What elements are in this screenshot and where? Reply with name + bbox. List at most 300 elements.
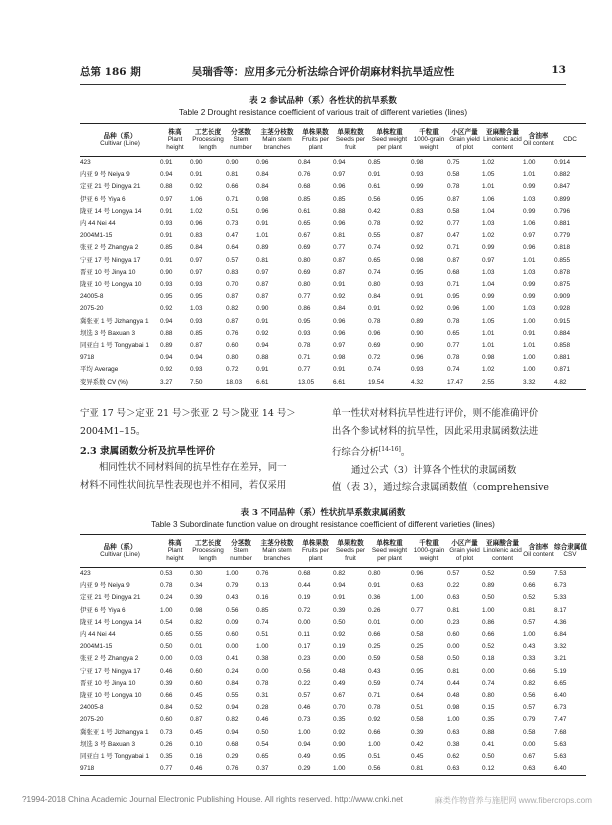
table2-value-cell: 0.92 [256,329,269,337]
table2-row [80,291,586,303]
table2-value-cell: 0.96 [333,220,346,228]
table2-value-cell: 0.88 [160,329,173,337]
table2-row [80,157,586,170]
table2-value-cell: 0.56 [368,195,381,203]
table3-value-cell: 0.16 [190,753,203,761]
table3-value-cell: 0.00 [298,618,311,626]
page-footer [22,795,592,804]
table3-cultivar-cell: 冀张亚 1 号 Jizhangya 1 [80,728,149,736]
table3-value-cell: 6.73 [554,704,567,712]
table2-value-cell: 0.90 [256,305,269,313]
table3-header-row [80,535,586,568]
table3-value-cell: 0.60 [190,667,203,675]
table3-row [80,751,586,763]
table2-caption [80,96,566,118]
table3-value-cell: 0.41 [482,740,495,748]
table2-value-cell: 0.71 [447,281,460,289]
table2-value-cell: 0.99 [482,293,495,301]
table2-col-header: 株高 Plant height [160,124,190,157]
table3-value-cell: 0.01 [190,643,203,651]
table3-value-cell: 0.79 [226,582,239,590]
table2-value-cell: 0.72 [226,366,239,374]
table2-value-cell: 0.779 [554,232,570,240]
running-header [80,64,566,80]
table2-value-cell: 0.93 [160,220,173,228]
table2-value-cell: 0.91 [160,256,173,264]
table3-value-cell: 5.63 [554,753,567,761]
table3-value-cell: 0.09 [226,618,239,626]
table3-value-cell: 0.94 [226,728,239,736]
table3-value-cell: 0.55 [190,631,203,639]
table3-value-cell: 0.63 [447,594,460,602]
table2-col-header: 单株粒重 Seed weight per plant [368,124,411,157]
table2-cultivar-cell: 24005-8 [80,293,104,301]
table3-col-header: 含油率 Oil content [523,535,554,568]
table3-value-cell: 0.89 [482,582,495,590]
table2-value-cell: 0.69 [298,244,311,252]
table3-value-cell: 0.00 [160,655,173,663]
table3-value-cell: 0.57 [523,618,536,626]
table2-value-cell: 0.86 [298,305,311,313]
table3-row [80,653,586,665]
table3-value-cell: 1.00 [226,570,239,577]
table2-value-cell: 0.77 [447,220,460,228]
table3-value-cell: 0.37 [256,763,298,776]
table2-value-cell: 0.93 [190,281,203,289]
table2-value-cell: 1.05 [482,171,495,179]
table2-value-cell: 0.847 [554,183,570,191]
table2-value-cell: 0.92 [160,366,173,374]
table3-value-cell: 0.34 [190,582,203,590]
table3-value-cell: 0.24 [160,594,173,602]
table2-value-cell: 0.96 [447,305,460,313]
table2-value-cell: 6.61 [333,377,368,390]
table2-value-cell: 0.97 [523,232,536,240]
table2-value-cell: 6.61 [256,377,298,390]
table3-value-cell: 0.77 [160,763,190,776]
table3-caption [80,508,566,530]
table2-value-cell: 3.27 [160,377,190,390]
table2-caption-cn: 表 2 参试品种（系）各性状的抗旱系数 [249,96,397,106]
table3-row [80,605,586,617]
table2-row [80,377,586,390]
table2-value-cell: 0.84 [190,244,203,252]
table2-value-cell: 1.03 [482,268,495,276]
table3-value-cell: 0.85 [256,606,269,614]
table2-value-cell: 0.90 [411,342,424,350]
table2-row [80,230,586,242]
table3-value-cell: 0.54 [256,740,269,748]
table2-value-cell: 0.871 [554,366,570,374]
table2-value-cell: 0.47 [226,232,239,240]
table2-value-cell: 0.95 [190,293,203,301]
table3-value-cell: 1.00 [447,716,460,724]
table3-value-cell: 0.64 [411,692,424,700]
table2-value-cell: 0.67 [298,232,311,240]
table2-value-cell: 0.69 [298,268,311,276]
table3-value-cell: 0.43 [523,643,536,651]
table2-col-header: 工艺长度 Processing length [190,124,226,157]
table3-value-cell: 0.39 [411,728,424,736]
table3-value-cell: 0.35 [333,716,346,724]
table3-cultivar-cell: 晋亚 10 号 Jinya 10 [80,679,136,687]
table2-value-cell: 0.91 [368,171,381,179]
table3-value-cell: 0.94 [333,582,346,590]
table2-value-cell: 0.42 [368,207,381,215]
table2-value-cell: 0.93 [298,329,311,337]
table2-value-cell: 0.91 [333,281,346,289]
table2-col-header: 含油率 Oil content [523,124,554,157]
table2-value-cell: 0.80 [226,354,239,362]
table2-value-cell: 0.858 [554,342,570,350]
table2-value-cell: 0.83 [226,268,239,276]
table3-value-cell: 0.76 [226,763,256,776]
table2-col-header: 主茎分枝数 Main stem branches [256,124,298,157]
table3-value-cell: 0.50 [482,753,495,761]
table3-value-cell: 0.31 [256,692,269,700]
table2-row [80,206,586,218]
table2-value-cell: 4.82 [554,377,586,390]
table3-value-cell: 0.36 [368,594,381,602]
table2-value-cell: 0.74 [368,268,381,276]
table3-value-cell: 5.63 [554,740,567,748]
table2-value-cell: 0.71 [298,354,311,362]
table3-row [80,690,586,702]
table3 [80,534,586,776]
table2-value-cell: 0.97 [482,256,495,264]
table2-value-cell: 0.87 [256,281,269,289]
table2-value-cell: 1.05 [482,317,495,325]
table3-value-cell: 1.00 [523,631,536,639]
table2-value-cell: 0.881 [554,220,570,228]
table3-value-cell: 0.50 [333,618,346,626]
table3-row [80,617,586,629]
table3-value-cell: 0.39 [160,679,173,687]
table3-value-cell: 0.78 [256,679,269,687]
table3-value-cell: 0.28 [256,704,269,712]
table3-value-cell: 0.50 [447,655,460,663]
table3-value-cell: 0.66 [368,631,381,639]
table2-value-cell: 0.71 [226,195,239,203]
table2-value-cell: 0.85 [368,159,381,166]
table2-row [80,181,586,193]
table3-value-cell: 0.86 [482,618,495,626]
table2-value-cell: 0.94 [160,317,173,325]
table3-value-cell: 0.77 [411,606,424,614]
table3-value-cell: 0.65 [256,753,269,761]
table3-value-cell: 0.96 [411,570,424,577]
table2-value-cell: 1.06 [190,195,203,203]
table3-value-cell: 0.45 [190,692,203,700]
table2-value-cell: 7.50 [190,377,226,390]
table3-value-cell: 0.29 [298,763,333,776]
table3-cultivar-cell: 伊亚 6 号 Yiya 6 [80,606,126,614]
table3-value-cell: 0.98 [190,606,203,614]
table2-cultivar-cell: 张亚 2 号 Zhangya 2 [80,244,139,252]
table2-value-cell: 0.87 [226,317,239,325]
table3-value-cell: 0.44 [447,679,460,687]
table2-value-cell: 0.94 [333,159,346,166]
table2-value-cell: 0.68 [447,268,460,276]
table2-value-cell: 0.65 [368,256,381,264]
table3-value-cell: 0.60 [447,631,460,639]
table3-value-cell: 6.65 [554,679,567,687]
table2-value-cell: 0.88 [160,183,173,191]
table2-value-cell: 4.32 [411,377,447,390]
table3-row [80,714,586,726]
table2-value-cell: 1.01 [256,232,269,240]
table2-value-cell: 0.881 [554,354,570,362]
table2-value-cell: 0.95 [160,293,173,301]
table3-value-cell: 0.84 [226,679,239,687]
table3-value-cell: 0.56 [523,692,536,700]
table2-value-cell: 0.81 [256,256,269,264]
table2-value-cell: 0.76 [298,171,311,179]
table3-value-cell: 0.19 [298,594,311,602]
table2-row [80,242,586,254]
table2-value-cell: 1.01 [523,171,536,179]
table3-value-cell: 0.49 [298,753,311,761]
table3-value-cell: 0.94 [298,740,311,748]
table3-value-cell: 0.59 [523,570,536,577]
table2-value-cell: 0.899 [554,195,570,203]
table2-value-cell: 1.03 [523,268,536,276]
table2-value-cell: 0.95 [447,293,460,301]
table2-value-cell: 0.85 [333,195,346,203]
table2-col-header: CDC [554,124,586,157]
table2-cultivar-cell: 变异系数 CV (%) [80,377,160,390]
table2-value-cell: 0.96 [333,317,346,325]
table2-value-cell: 0.57 [226,256,239,264]
table2-value-cell: 0.70 [226,281,239,289]
body-right-line-1: 单一性状对材料抗旱性进行评价，则不能准确评价 [332,408,539,419]
table3-value-cell: 1.00 [411,594,424,602]
citation-ref: [14-16] [378,445,401,453]
table2-value-cell: 0.93 [411,281,424,289]
table3-value-cell: 0.82 [523,679,536,687]
table3-col-header: 工艺长度 Processing length [190,535,226,568]
table3-value-cell: 0.63 [523,763,554,776]
table3-value-cell: 0.44 [298,582,311,590]
table2-value-cell: 0.875 [554,281,570,289]
table3-value-cell: 0.53 [160,570,173,577]
table2-value-cell: 0.78 [447,354,460,362]
table3-value-cell: 0.41 [226,655,239,663]
table3-value-cell: 0.52 [482,643,495,651]
table2 [80,123,586,390]
table2-value-cell: 0.51 [226,207,239,215]
table3-row [80,580,586,592]
table2-value-cell: 0.87 [333,256,346,264]
table3-value-cell: 0.45 [411,753,424,761]
table2-value-cell: 0.82 [226,305,239,313]
table3-value-cell: 0.66 [368,728,381,736]
table2-value-cell: 0.914 [554,159,570,166]
table3-value-cell: 0.01 [368,618,381,626]
table3-value-cell: 0.00 [411,618,424,626]
table3-value-cell: 3.21 [554,655,567,663]
table2-value-cell: 0.91 [256,220,269,228]
table2-value-cell: 0.80 [368,281,381,289]
table2-value-cell: 1.04 [482,281,495,289]
table2-col-header: 分茎数 Stem number [226,124,256,157]
table3-value-cell: 0.22 [447,582,460,590]
table2-col-header: 千粒重 1000-grain weight [411,124,447,157]
table3-value-cell: 0.66 [523,667,536,675]
table3-value-cell: 3.32 [554,643,567,651]
table2-value-cell: 0.89 [411,317,424,325]
table2-value-cell: 1.00 [523,317,536,325]
table2-value-cell: 0.98 [256,195,269,203]
table3-value-cell: 0.68 [298,570,311,577]
table2-value-cell: 13.05 [298,377,333,390]
table3-col-header: 亚麻酸含量 Linolenic acid content [482,535,523,568]
table3-value-cell: 6.40 [554,692,567,700]
table2-value-cell: 0.71 [447,244,460,252]
running-title: 吴瑞香等：应用多元分析法综合评价胡麻材料抗旱适应性 [191,66,455,78]
table3-value-cell: 0.78 [160,582,173,590]
table3-value-cell: 0.59 [368,655,381,663]
table3-value-cell: 0.51 [411,704,424,712]
table2-value-cell: 1.02 [482,366,495,374]
table3-value-cell: 0.91 [333,594,346,602]
table2-value-cell: 0.55 [368,232,381,240]
table2-row [80,340,586,352]
table3-value-cell: 0.11 [298,631,310,639]
table3-value-cell: 0.92 [333,728,346,736]
table2-value-cell: 1.03 [523,305,536,313]
table2-value-cell: 0.99 [523,293,536,301]
table2-value-cell: 0.94 [160,171,173,179]
table3-col-header: 综合隶属值 CSV [554,535,586,568]
table2-value-cell: 0.81 [226,171,239,179]
table2-value-cell: 0.91 [160,159,173,166]
table3-cultivar-cell: 张亚 2 号 Zhangya 2 [80,655,139,663]
table2-cultivar-cell: 坝选 3 号 Baxuan 3 [80,329,136,337]
table3-value-cell: 0.25 [411,643,424,651]
table2-value-cell: 0.88 [333,207,346,215]
table2-value-cell: 0.58 [447,207,460,215]
table3-cultivar-cell: 2004M1-15 [80,643,113,651]
table3-cultivar-cell: 2075-20 [80,716,104,724]
table2-value-cell: 0.89 [160,342,173,350]
table2-value-cell: 0.85 [190,329,203,337]
table3-value-cell: 0.58 [411,716,424,724]
table2-row [80,194,586,206]
table2-value-cell: 0.91 [368,305,381,313]
table3-value-cell: 0.74 [482,679,495,687]
table3-cultivar-cell: 坝选 3 号 Baxuan 3 [80,740,136,748]
table2-value-cell: 0.77 [298,366,311,374]
table3-value-cell: 0.10 [190,740,203,748]
table3-value-cell: 0.78 [368,704,381,712]
table2-value-cell: 0.93 [411,366,424,374]
table3-value-cell: 5.33 [554,594,567,602]
table2-row [80,328,586,340]
table3-value-cell: 0.43 [226,594,239,602]
table2-value-cell: 18.03 [226,377,256,390]
table3-value-cell: 4.36 [554,618,567,626]
table2-value-cell: 0.98 [333,354,346,362]
table3-value-cell: 0.03 [190,655,203,663]
table3-value-cell: 0.67 [523,753,536,761]
table2-col-header: 单果粒数 Seeds per fruit [333,124,368,157]
table3-value-cell: 6.73 [554,582,567,590]
table3-value-cell: 0.82 [226,716,239,724]
table2-value-cell: 0.68 [298,183,311,191]
table2-value-cell: 0.97 [333,342,346,350]
table2-value-cell: 1.03 [190,305,203,313]
table2-value-cell: 0.61 [368,183,381,191]
table2-value-cell: 1.04 [482,207,495,215]
table2-col-header: 单株果数 Fruits per plant [298,124,333,157]
table2-value-cell: 0.92 [411,305,424,313]
table2-value-cell: 0.97 [190,256,203,264]
table3-value-cell: 0.62 [447,753,460,761]
table3-cultivar-cell: 423 [80,570,91,577]
table3-value-cell: 0.74 [256,618,269,626]
table3-value-cell: 0.90 [333,740,346,748]
table3-value-cell: 0.66 [160,692,173,700]
table3-value-cell: 0.13 [256,582,269,590]
table2-cultivar-cell: 2004M1-15 [80,232,113,240]
header-rule [80,84,566,85]
table2-value-cell: 1.06 [523,220,536,228]
table2-value-cell: 0.94 [190,354,203,362]
table2-value-cell: 0.88 [256,354,269,362]
table2-value-cell: 0.77 [333,244,346,252]
table3-value-cell: 0.82 [333,570,346,577]
table3-value-cell: 0.60 [160,716,173,724]
table3-col-header: 品种（系） Cultivar (Line) [80,535,160,568]
table2-value-cell: 0.92 [190,183,203,191]
table3-value-cell: 0.51 [368,753,381,761]
table3-value-cell: 0.81 [447,606,460,614]
table3-value-cell: 0.26 [160,740,173,748]
table3-body [80,568,586,776]
table2-value-cell: 17.47 [447,377,482,390]
table2-value-cell: 0.91 [333,366,346,374]
table2-row [80,218,586,230]
table2-value-cell: 0.80 [298,256,311,264]
table3-value-cell: 0.55 [226,692,239,700]
table2-value-cell: 1.06 [482,195,495,203]
table2-value-cell: 0.97 [333,171,346,179]
table2-value-cell: 0.89 [256,244,269,252]
table3-row [80,739,586,751]
table3-value-cell: 0.46 [190,763,226,776]
table3-value-cell: 0.23 [447,618,460,626]
table3-value-cell: 0.50 [160,643,173,651]
table2-value-cell: 1.01 [482,183,495,191]
table2-value-cell: 0.58 [447,171,460,179]
table2-row [80,316,586,328]
table2-value-cell: 0.92 [160,305,173,313]
table3-value-cell: 7.68 [554,728,567,736]
table2-value-cell: 0.95 [411,195,424,203]
table3-value-cell: 0.71 [368,692,381,700]
table3-value-cell: 0.38 [447,740,460,748]
table2-value-cell: 0.87 [411,232,424,240]
table3-value-cell: 0.35 [160,753,173,761]
table3-value-cell: 0.16 [256,594,269,602]
table2-value-cell: 0.92 [333,293,346,301]
table3-row [80,629,586,641]
table3-value-cell: 0.18 [482,655,495,663]
table2-value-cell: 1.01 [523,342,536,350]
table2-value-cell: 0.91 [256,366,269,374]
table3-value-cell: 0.81 [447,667,460,675]
